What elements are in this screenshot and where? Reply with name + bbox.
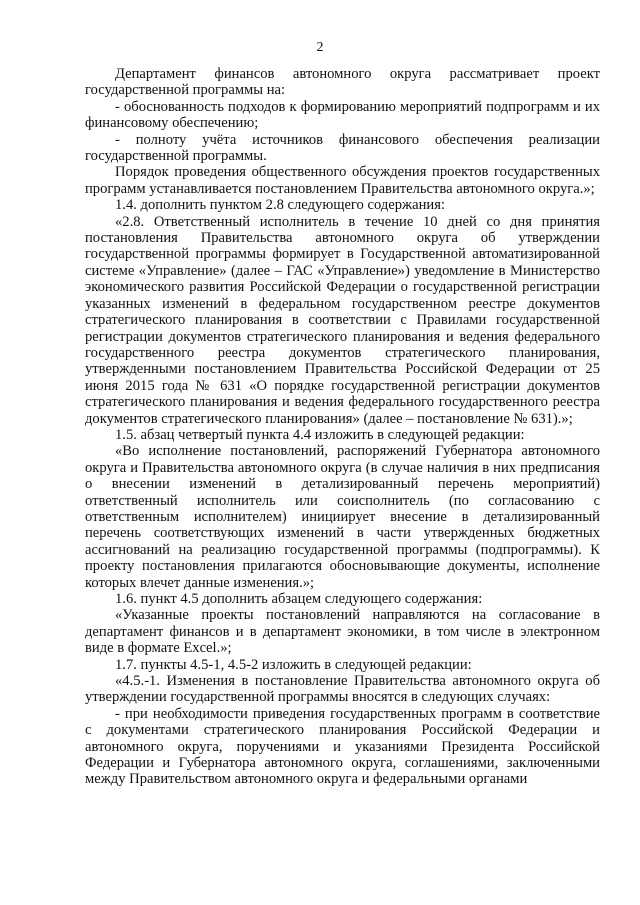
paragraph-clause-4-5-1: «4.5.-1. Изменения в постановление Правительства автономного округа об утверждении государственной программы вносятся в следующих случаях: — [85, 673, 600, 706]
paragraph-clause-4-4: «Во исполнение постановлений, распоряжений Губернатора автономного округа и Правительства автономного округа (в случае наличия в них предписания о внесении изменений в детализированный перечень мероприятий) ответственный исполнитель или соисполнитель (по согласованию с ответственным исполнителем) инициирует внесение в детализированный перечень соответствующих изменений в части утвержденных бюджетных ассигнований на реализацию государственной программы (подпрограммы). К проекту постановления прилагаются обосновывающие документы, исполнение которых влечет данные изменения.»; — [85, 443, 600, 591]
paragraph-finance-department-review: Департамент финансов автономного округа рассматривает проект государственной программы на: — [85, 66, 600, 99]
paragraph-clause-2-8: «2.8. Ответственный исполнитель в течение 10 дней со дня принятия постановления Правительства автономного округа об утверждении государственной программы формирует в Государственной автоматизированной системе «Управление» (далее – ГАС «Управление») уведомление в Министерство экономического развития Российской Федерации о государственной регистрации указанных изменений в федеральном государственном реестре документов стратегического планирования в соответствии с Правилами государственной регистрации документов стратегического планирования и ведения федерального государственного реестра документов стратегического планирования, утвержденными постановлением Правительства Российской Федерации от 25 июня 2015 года № 631 «О порядке государственной регистрации документов стратегического планирования и ведения федерального государственного реестра документов стратегического планирования» (далее – постановление № 631).»; — [85, 213, 600, 427]
paragraph-item-1-5: 1.5. абзац четвертый пункта 4.4 изложить в следующей редакции: — [115, 426, 525, 443]
paragraph-item-1-6: 1.6. пункт 4.5 дополнить абзацем следующего содержания: — [115, 591, 483, 607]
paragraph-bullet-alignment: - при необходимости приведения государственных программ в соответствие с документами стратегического планирования Российской Федерации и автономного округа, поручениями и указаниями Президента Российской Федерации и Губернатора автономного округа, соглашениями, заключенными между Правительством автономного округа и федеральными органами — [85, 705, 600, 788]
document-body — [85, 66, 600, 788]
paragraph-public-discussion: Порядок проведения общественного обсуждения проектов государственных программ устанавливается постановлением Правительства автономного округа.»; — [85, 164, 600, 197]
paragraph-clause-4-5: «Указанные проекты постановлений направляются на согласование в департамент финансов и в департамент экономики, в том числе в электронном виде в формате Excel.»; — [85, 607, 600, 657]
paragraph-item-1-4: 1.4. дополнить пунктом 2.8 следующего содержания: — [115, 197, 446, 214]
paragraph-bullet-validity: - обоснованность подходов к формированию мероприятий подпрограмм и их финансовому обеспечению; — [85, 98, 600, 132]
paragraph-item-1-7: 1.7. пункты 4.5-1, 4.5-2 изложить в следующей редакции: — [115, 656, 472, 673]
paragraph-bullet-completeness: - полноту учёта источников финансового обеспечения реализации государственной программы. — [85, 131, 600, 165]
page-number: 2 — [316, 40, 324, 55]
